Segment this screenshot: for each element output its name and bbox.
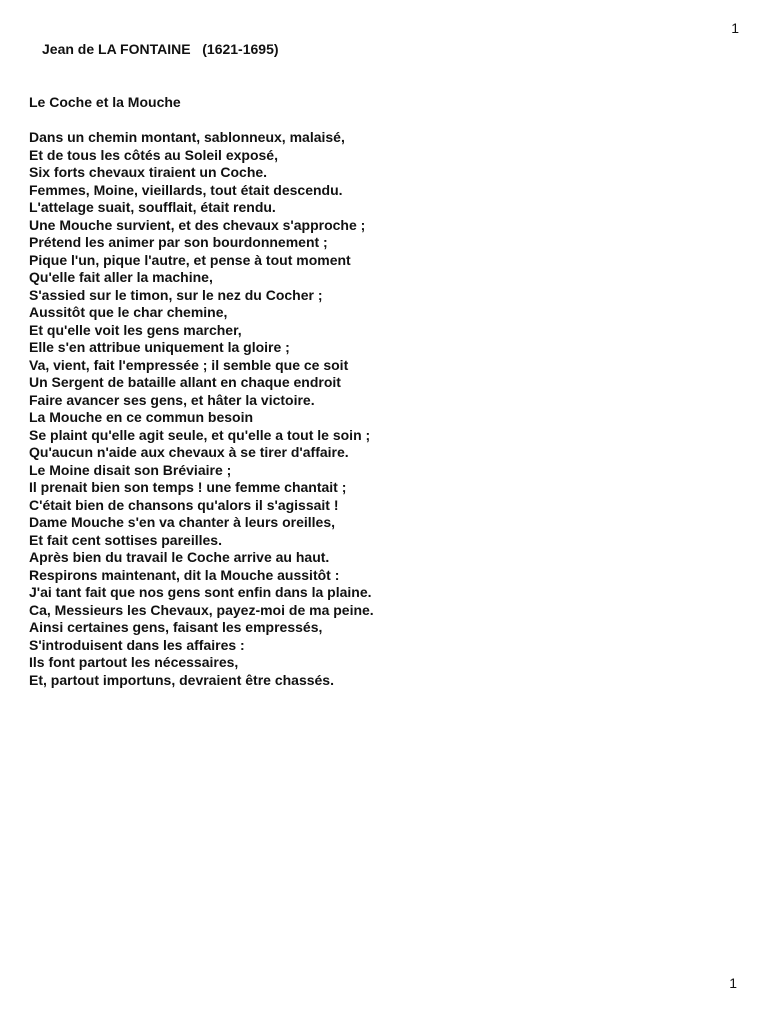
poem-line: Un Sergent de bataille allant en chaque endroit bbox=[29, 374, 341, 390]
poem-line: Après bien du travail le Coche arrive au haut. bbox=[29, 549, 330, 565]
poem-line: Qu'elle fait aller la machine, bbox=[29, 269, 213, 285]
poem-line: Dame Mouche s'en va chanter à leurs oreilles, bbox=[29, 514, 336, 530]
page-number-bottom: 1 bbox=[729, 975, 737, 991]
poem-line: Ainsi certaines gens, faisant les empressés, bbox=[29, 619, 323, 635]
poem-line: Six forts chevaux tiraient un Coche. bbox=[29, 164, 268, 180]
poem-line: S'introduisent dans les affaires : bbox=[29, 636, 245, 653]
poem-title: Le Coche et la Mouche bbox=[29, 94, 181, 110]
poem-line: Et qu'elle voit les gens marcher, bbox=[29, 321, 242, 338]
poem-line: Faire avancer ses gens, et hâter la victoire. bbox=[29, 391, 315, 408]
poem-line: Et fait cent sottises pareilles. bbox=[29, 531, 222, 548]
page-number-top: 1 bbox=[731, 20, 739, 36]
author-line: Jean de LA FONTAINE (1621-1695) bbox=[42, 41, 279, 57]
poem-line: Elle s'en attribue uniquement la gloire ; bbox=[29, 339, 290, 355]
poem-line: Pique l'un, pique l'autre, et pense à tout moment bbox=[29, 251, 351, 268]
poem-line: Le Moine disait son Bréviaire ; bbox=[29, 461, 232, 478]
poem-line: Ils font partout les nécessaires, bbox=[29, 654, 239, 670]
poem-line: Va, vient, fait l'empressée ; il semble que ce soit bbox=[29, 356, 349, 373]
poem-line: Prétend les animer par son bourdonnement ; bbox=[29, 234, 328, 250]
poem-line: Dans un chemin montant, sablonneux, malaisé, bbox=[29, 129, 345, 145]
poem-body bbox=[29, 129, 374, 689]
poem-line: Ca, Messieurs les Chevaux, payez-moi de ma peine. bbox=[29, 601, 374, 618]
poem-line: J'ai tant fait que nos gens sont enfin dans la plaine. bbox=[29, 584, 372, 600]
poem-line: Femmes, Moine, vieillards, tout était descendu. bbox=[29, 181, 343, 198]
poem-line: La Mouche en ce commun besoin bbox=[29, 409, 254, 425]
poem-line: Respirons maintenant, dit la Mouche aussitôt : bbox=[29, 566, 340, 583]
poem-line: Et, partout importuns, devraient être chassés. bbox=[29, 671, 334, 688]
poem-line: Aussitôt que le char chemine, bbox=[29, 304, 228, 320]
poem-line: Se plaint qu'elle agit seule, et qu'elle a tout le soin ; bbox=[29, 426, 371, 443]
poem-line: Et de tous les côtés au Soleil exposé, bbox=[29, 146, 278, 163]
poem-line: C'était bien de chansons qu'alors il s'agissait ! bbox=[29, 496, 339, 513]
poem-line: L'attelage suait, soufflait, était rendu. bbox=[29, 199, 276, 215]
poem-line: Une Mouche survient, et des chevaux s'approche ; bbox=[29, 216, 366, 233]
poem-line: Qu'aucun n'aide aux chevaux à se tirer d'affaire. bbox=[29, 444, 349, 460]
poem-line: Il prenait bien son temps ! une femme chantait ; bbox=[29, 479, 347, 495]
poem-line: S'assied sur le timon, sur le nez du Cocher ; bbox=[29, 286, 323, 303]
